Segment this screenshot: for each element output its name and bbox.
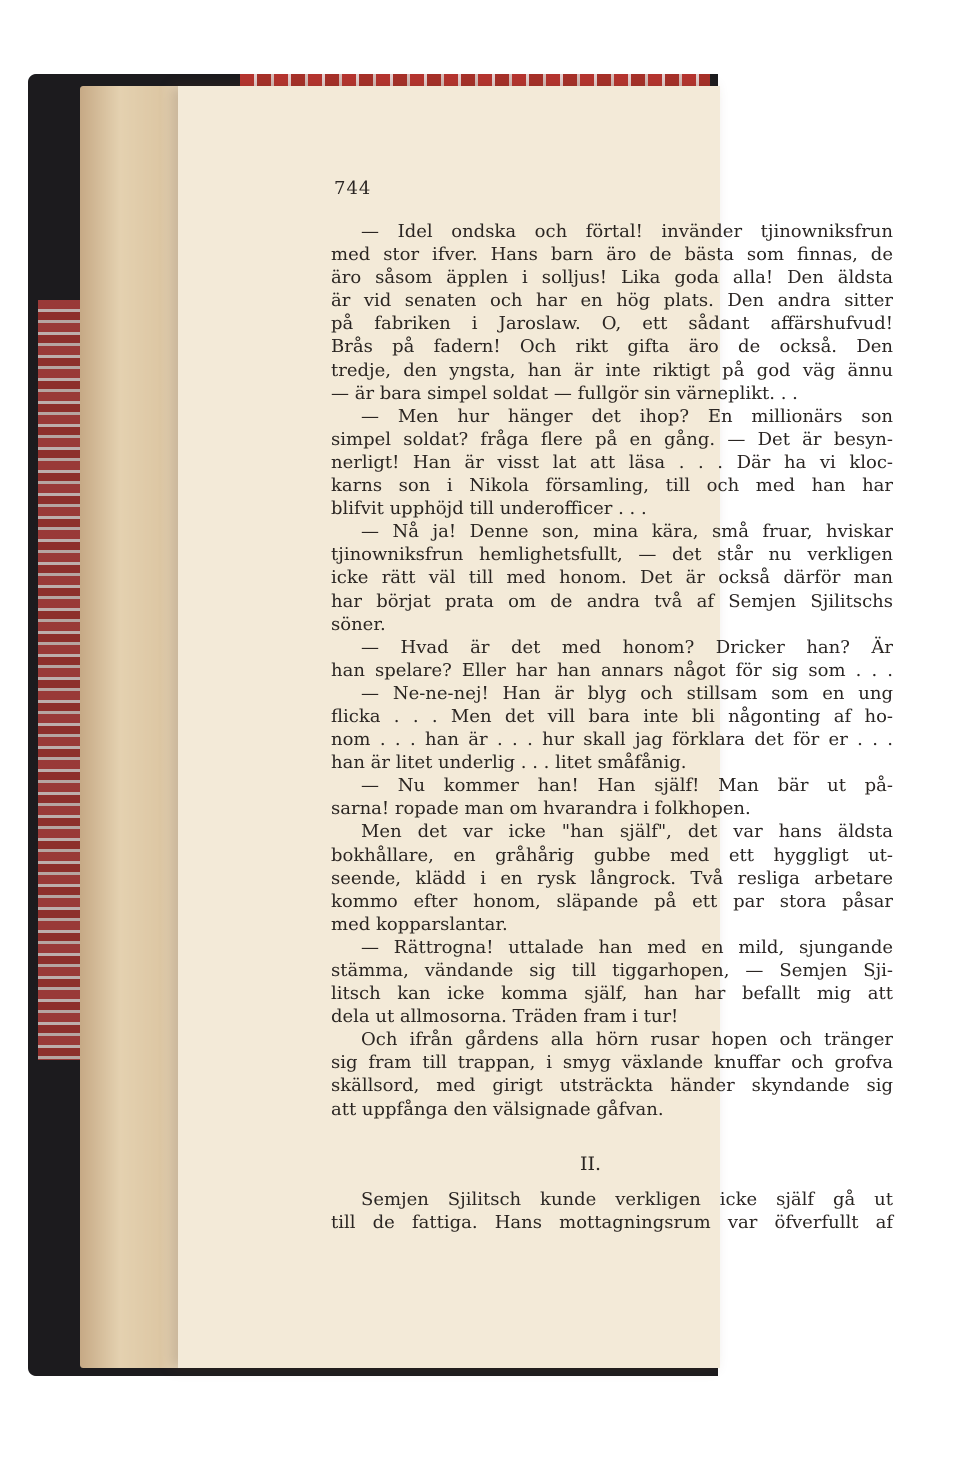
text-line: han är litet underlig . . . litet småfånig.	[331, 752, 687, 774]
text-line: att uppfånga den välsignade gåfvan.	[331, 1098, 664, 1120]
text-line: stämma, vändande sig till tiggarhopen, — Semjen Sji-	[331, 960, 893, 981]
text-line: simpel soldat? fråga flere på en gång. — Det är besyn-	[331, 428, 893, 450]
text-line: tredje, den yngsta, han är inte riktigt på god väg ännu	[331, 359, 893, 381]
text-line: — Ne-ne-nej! Han är blyg och stillsam som en ung	[361, 682, 893, 704]
text-line: söner.	[331, 613, 386, 635]
text-line: dela ut allmosorna. Träden fram i tur!	[331, 1006, 679, 1028]
text-line: skällsord, med girigt utsträckta händer skyndande sig	[331, 1075, 893, 1097]
text-line: kommo efter honom, släpande på ett par stora påsar	[331, 890, 893, 912]
text-line: — Rättrogna! uttalade han med en mild, sjungande	[361, 936, 893, 958]
text-line: med stor ifver. Hans barn äro de bästa som finnas, de	[331, 244, 893, 266]
text-line: han spelare? Eller har han annars något för sig som . . .	[331, 659, 893, 681]
chapter-heading: II.	[580, 1153, 602, 1175]
text-line: Och ifrån gårdens alla hörn rusar hopen och tränger	[361, 1029, 893, 1051]
text-line: bokhållare, en gråhårig gubbe med ett hyggligt ut-	[331, 844, 893, 866]
text-line: tjinowniksfrun hemlighetsfullt, — det står nu verkligen	[331, 544, 893, 566]
text-line: — Nu kommer han! Han själf! Man bär ut på-	[361, 775, 893, 797]
text-line: seende, klädd i en rysk långrock. Två resliga arbetare	[331, 867, 893, 889]
text-line: flicka . . . Men det vill bara inte bli någonting af ho-	[331, 705, 893, 727]
text-line: sarna! ropade man om hvarandra i folkhopen.	[331, 798, 751, 820]
text-line: med kopparslantar.	[331, 913, 508, 935]
text-line: är vid senaten och har en hög plats. Den andra sitter	[331, 290, 893, 312]
text-line: nerligt! Han är visst lat att läsa . . . Där ha vi kloc-	[331, 451, 893, 473]
text-line: sig fram till trappan, i smyg växlande knuffar och grofva	[331, 1052, 893, 1074]
text-line: har börjat prata om de andra två af Semjen Sjilitschs	[331, 590, 893, 612]
text-line: — Nå ja! Denne son, mina kära, små fruar, hviskar	[361, 521, 893, 543]
text-line: till de fattiga. Hans mottagningsrum var öfverfullt af	[331, 1212, 893, 1234]
text-line: — Idel ondska och förtal! invänder tjinowniksfrun	[361, 221, 893, 242]
text-line: icke rätt väl till med honom. Det är också därför man	[331, 567, 893, 589]
body-text-continued	[331, 1188, 893, 1234]
page-number: 744	[334, 178, 372, 199]
text-line: Men det var icke "han själf", det var hans äldsta	[361, 821, 893, 843]
cover-marbled-edge	[38, 300, 86, 1060]
text-line: på fabriken i Jaroslaw. O, ett sådant affärshufvud!	[331, 313, 893, 335]
text-line: — är bara simpel soldat — fullgör sin värneplikt. . .	[331, 382, 798, 404]
text-line: — Hvad är det med honom? Dricker han? Är	[361, 636, 893, 658]
text-line: — Men hur hänger det ihop? En millionärs son	[361, 405, 893, 427]
body-text	[331, 220, 893, 1121]
text-line: blifvit upphöjd till underofficer . . .	[331, 498, 647, 520]
text-line: Semjen Sjilitsch kunde verkligen icke själf gå ut	[361, 1189, 893, 1210]
text-line: äro såsom äpplen i solljus! Lika goda alla! Den äldsta	[331, 267, 893, 289]
text-line: nom . . . han är . . . hur skall jag förklara det för er . . .	[331, 729, 893, 751]
text-line: karns son i Nikola församling, till och med han har	[331, 475, 893, 497]
text-line: Brås på fadern! Och rikt gifta äro de också. Den	[331, 336, 893, 358]
text-line: litsch kan icke komma själf, han har befallt mig att	[331, 983, 893, 1005]
